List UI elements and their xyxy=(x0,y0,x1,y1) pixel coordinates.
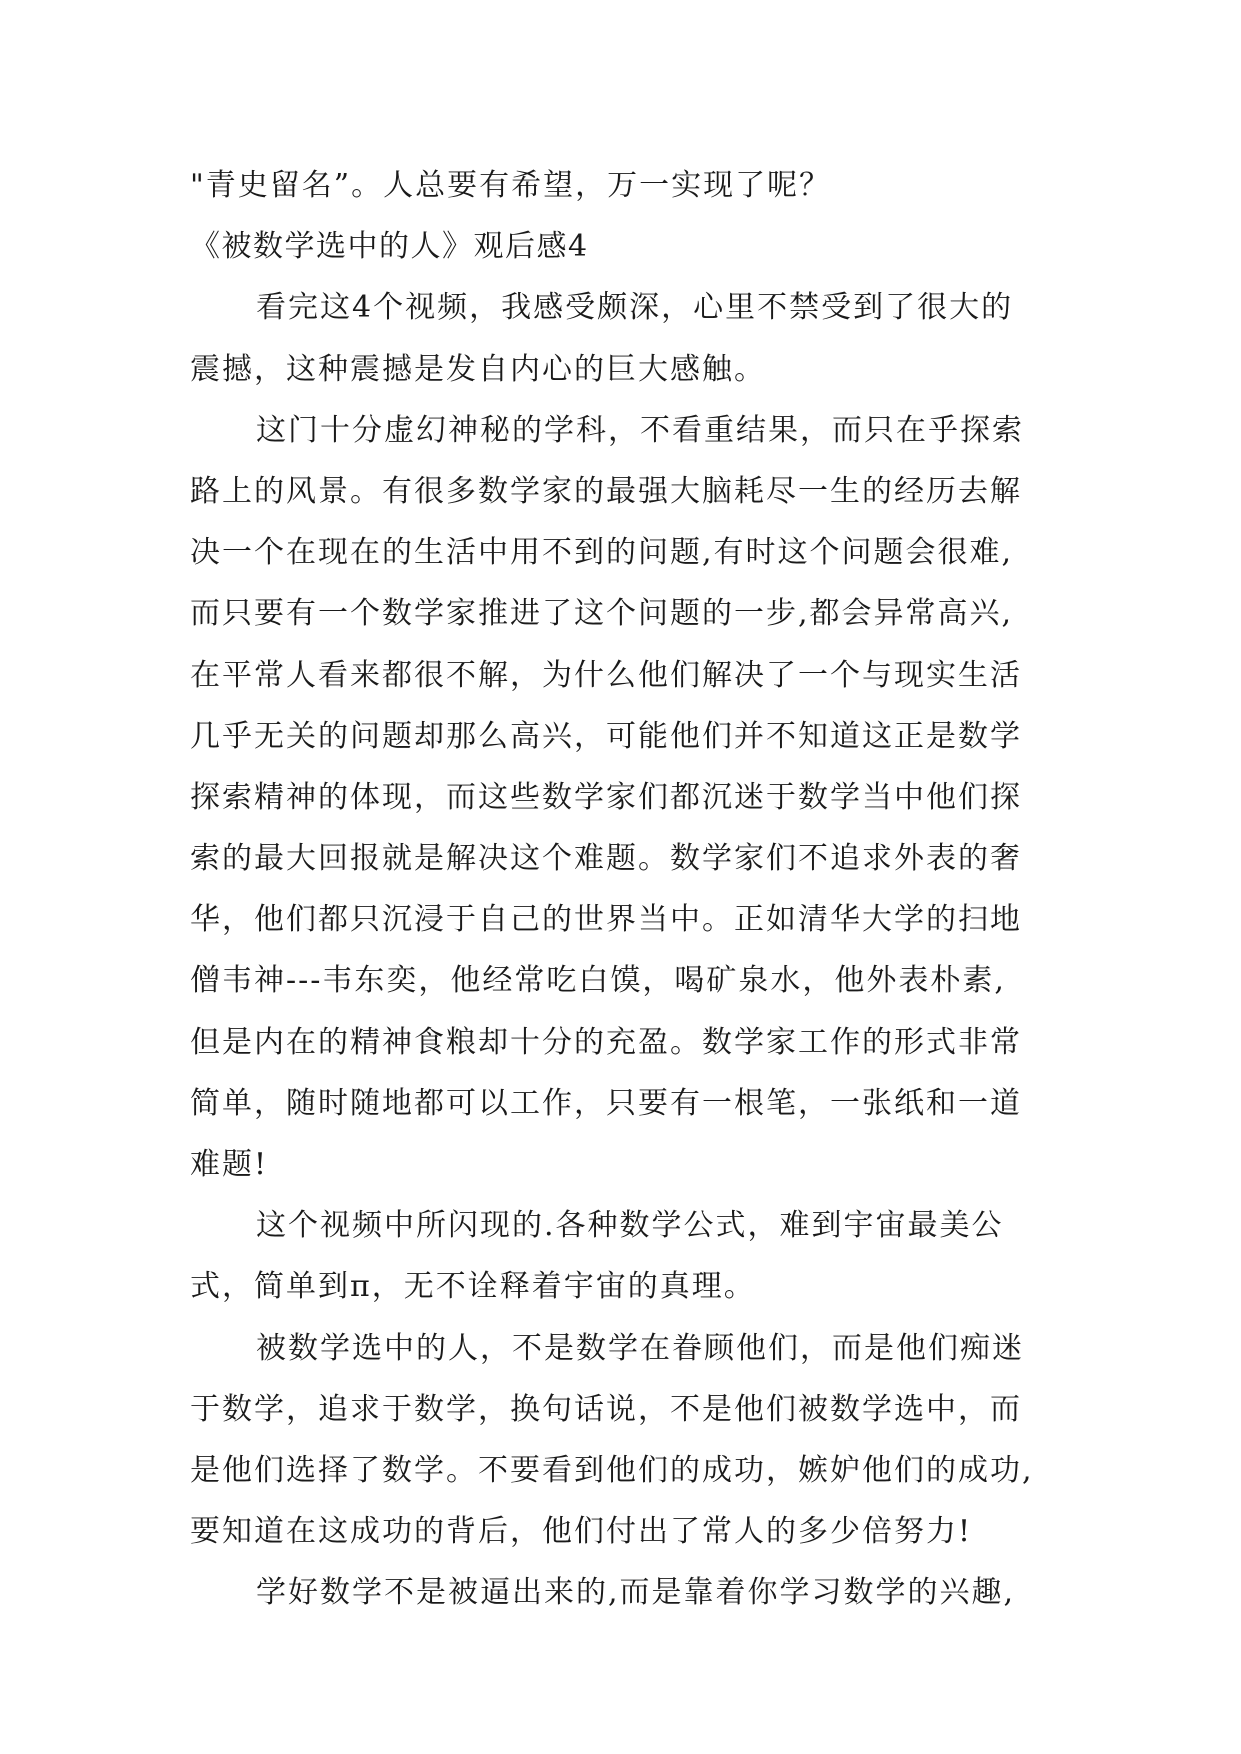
text-line: 学好数学不是被逼出来的,而是靠着你学习数学的兴趣, xyxy=(256,1575,1016,1611)
text-line: 震撼，这种震撼是发自内心的巨大感触。 xyxy=(190,351,766,387)
text-line: 决一个在现在的生活中用不到的问题,有时这个问题会很难, xyxy=(190,535,1014,571)
text-line: 被数学选中的人，不是数学在眷顾他们，而是他们痴迷 xyxy=(256,1330,1024,1366)
text-line: 这门十分虚幻神秘的学科，不看重结果，而只在乎探索 xyxy=(256,412,1024,448)
text-line: 索的最大回报就是解决这个难题。数学家们不追求外表的奢 xyxy=(190,841,1022,877)
text-line: 而只要有一个数学家推进了这个问题的一步,都会异常高兴, xyxy=(190,596,1014,632)
text-line: 僧韦神---韦东奕，他经常吃白馍，喝矿泉水，他外表朴素, xyxy=(190,963,1006,999)
text-line: 简单，随时随地都可以工作，只要有一根笔，一张纸和一道 xyxy=(190,1085,1022,1121)
text-line: "青史留名”。人总要有希望，万一实现了呢？ xyxy=(190,168,832,203)
text-line: 华，他们都只沉浸于自己的世界当中。正如清华大学的扫地 xyxy=(190,902,1022,938)
text-line: 看完这4个视频，我感受颇深，心里不禁受到了很大的 xyxy=(256,290,1014,326)
text-line: 在平常人看来都很不解，为什么他们解决了一个与现实生活 xyxy=(190,657,1022,693)
text-line: 式，简单到π，无不诠释着宇宙的真理。 xyxy=(190,1269,756,1305)
text-line: 于数学，追求于数学，换句话说，不是他们被数学选中，而 xyxy=(190,1391,1022,1427)
text-line: 要知道在这成功的背后，他们付出了常人的多少倍努力! xyxy=(190,1514,973,1550)
text-line: 探索精神的体现，而这些数学家们都沉迷于数学当中他们探 xyxy=(190,779,1022,815)
text-line: 路上的风景。有很多数学家的最强大脑耗尽一生的经历去解 xyxy=(190,473,1022,509)
text-line: 是他们选择了数学。不要看到他们的成功，嫉妒他们的成功, xyxy=(190,1452,1034,1488)
text-line: 但是内在的精神食粮却十分的充盈。数学家工作的形式非常 xyxy=(190,1024,1022,1060)
document-body xyxy=(190,155,1052,1624)
text-line: 几乎无关的问题却那么高兴，可能他们并不知道这正是数学 xyxy=(190,718,1022,754)
text-line: 这个视频中所闪现的.各种数学公式，难到宇宙最美公 xyxy=(256,1208,1004,1244)
essay-title: 《被数学选中的人》观后感4 xyxy=(190,229,589,265)
text-line: 难题! xyxy=(190,1147,269,1182)
